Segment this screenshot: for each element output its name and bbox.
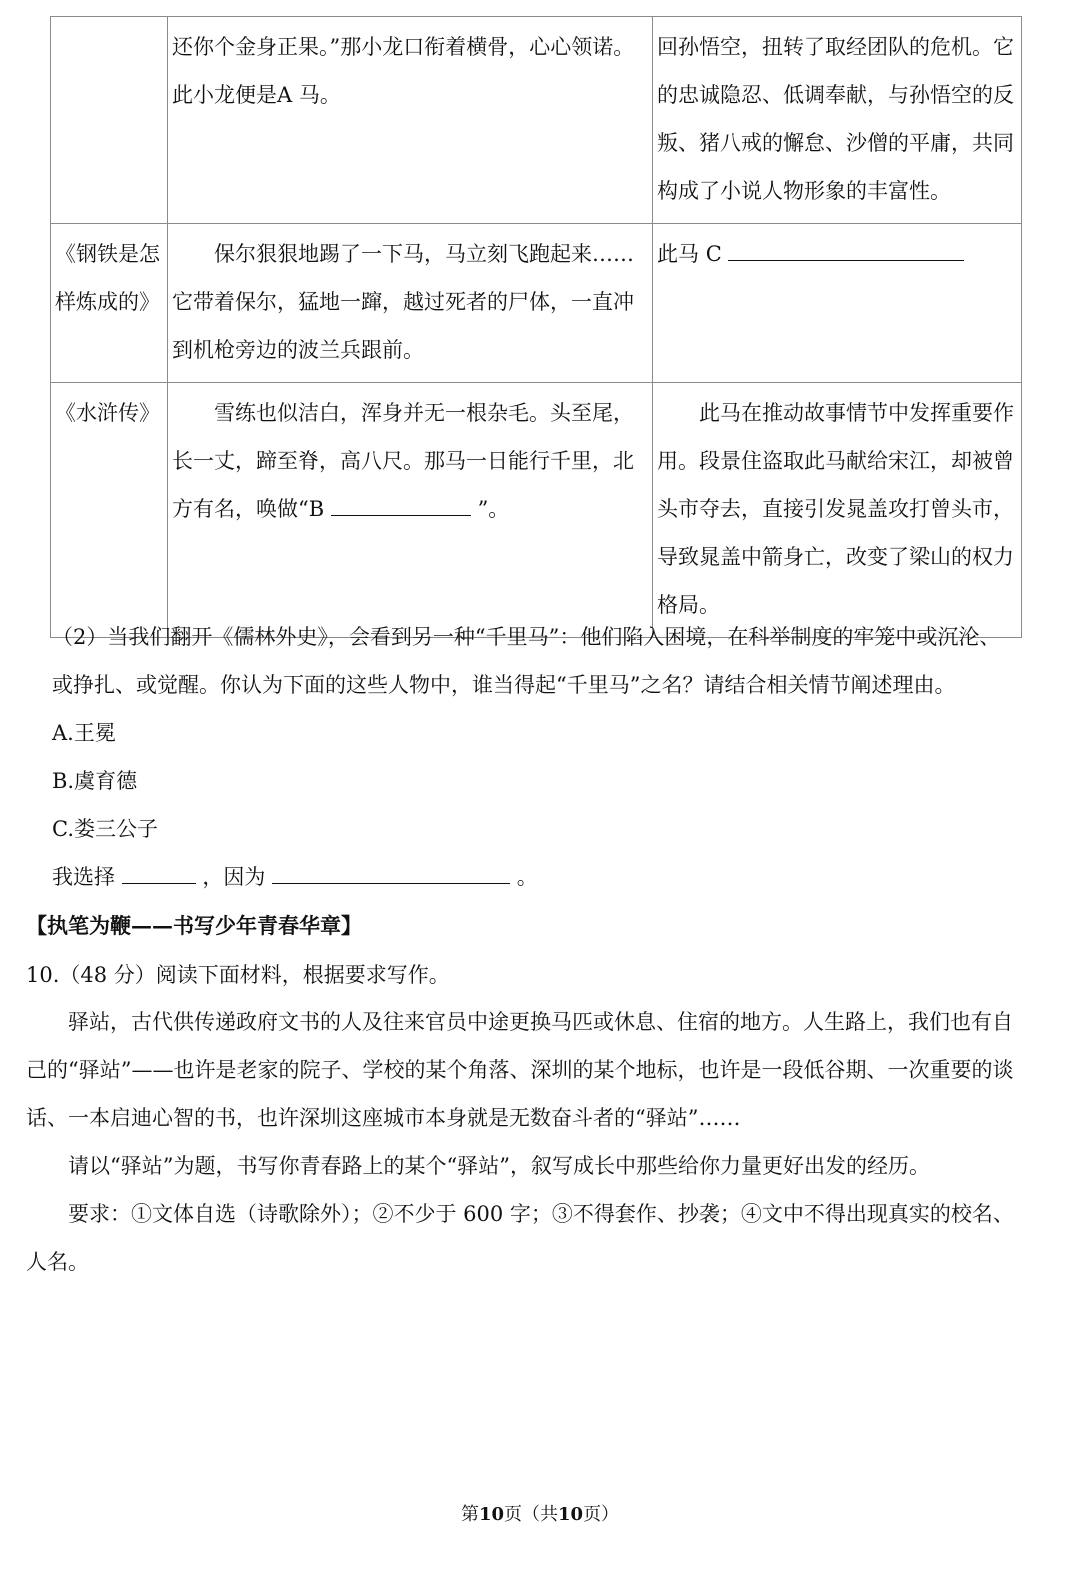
excerpt-cell: 还你个金身正果。”那小龙口衔着横骨，心心领诺。此小龙便是A 马。 bbox=[168, 17, 653, 224]
prompt-paragraph: 驿站，古代供传递政府文书的人及往来官员中途更换马匹或休息、住宿的地方。人生路上，我们也有自己的“驿站”——也许是老家的院子、学校的某个角落、深圳的某个地标，也许是一段低谷期、一次重要的谈话、一本启迪心智的书，也许深圳这座城市本身就是无数奋斗者的“驿站”…… bbox=[26, 1010, 1014, 1130]
book-cell bbox=[51, 17, 168, 224]
analysis-cell: 此马 C bbox=[653, 224, 1022, 383]
question-2-line-1: （2）当我们翻开《儒林外史》，会看到另一种“千里马”：他们陷入困境，在科举制度的牢笼中或沉沦、 bbox=[52, 625, 1001, 649]
option-a: A.王冕 bbox=[52, 721, 116, 745]
blank-letter: C bbox=[705, 242, 722, 266]
table-row bbox=[51, 224, 1022, 383]
option-c: C.娄三公子 bbox=[52, 817, 158, 841]
answer-blank[interactable] bbox=[728, 239, 964, 261]
excerpt-cell: 保尔狠狠地踢了一下马，马立刻飞跑起来……它带着保尔，猛地一蹿，越过死者的尸体，一直冲到机枪旁边的波兰兵跟前。 bbox=[168, 224, 653, 383]
answer-blank[interactable] bbox=[331, 494, 471, 516]
prompt-paragraph: 要求：①文体自选（诗歌除外）；②不少于 600 字；③不得套作、抄袭；④文中不得出现真实的校名、人名。 bbox=[26, 1202, 1014, 1274]
reason-blank[interactable] bbox=[272, 862, 510, 884]
question-2-line-2: 或挣扎、或觉醒。你认为下面的这些人物中，谁当得起“千里马”之名？请结合相关情节阐述理由。 bbox=[52, 673, 956, 697]
table-row bbox=[51, 17, 1022, 224]
book-cell: 《水浒传》 bbox=[51, 383, 168, 638]
page-number: 10 bbox=[478, 1504, 504, 1525]
horse-table bbox=[50, 16, 1022, 638]
page-footer: 第10页（共10页） bbox=[460, 1504, 620, 1525]
option-b: B.虞育德 bbox=[52, 769, 138, 793]
choice-blank[interactable] bbox=[122, 862, 196, 884]
table-row bbox=[51, 383, 1022, 638]
answer-line: 我选择 ，因为 。 bbox=[52, 862, 538, 892]
writing-prompt bbox=[26, 998, 1026, 1286]
blank-letter: B bbox=[308, 497, 325, 521]
book-cell: 《钢铁是怎样炼成的》 bbox=[51, 224, 168, 383]
analysis-cell: 回孙悟空，扭转了取经团队的危机。它的忠诚隐忍、低调奉献，与孙悟空的反叛、猪八戒的懈怠、沙僧的平庸，共同构成了小说人物形象的丰富性。 bbox=[653, 17, 1022, 224]
excerpt-cell: 雪练也似洁白，浑身并无一根杂毛。头至尾，长一丈，蹄至脊，高八尺。那马一日能行千里，北方有名，唤做“B ”。 bbox=[168, 383, 653, 638]
question-10-header: 10.（48 分）阅读下面材料，根据要求写作。 bbox=[26, 963, 450, 987]
section-title: 【执笔为鞭——书写少年青春华章】 bbox=[26, 913, 362, 938]
page-total: 10 bbox=[558, 1504, 584, 1525]
prompt-paragraph: 请以“驿站”为题，书写你青春路上的某个“驿站”，叙写成长中那些给你力量更好出发的经历。 bbox=[68, 1154, 930, 1178]
analysis-cell: 此马在推动故事情节中发挥重要作用。段景住盗取此马献给宋江，却被曾头市夺去，直接引发晁盖攻打曾头市，导致晁盖中箭身亡，改变了梁山的权力格局。 bbox=[653, 383, 1022, 638]
blank-letter: A bbox=[277, 83, 293, 107]
